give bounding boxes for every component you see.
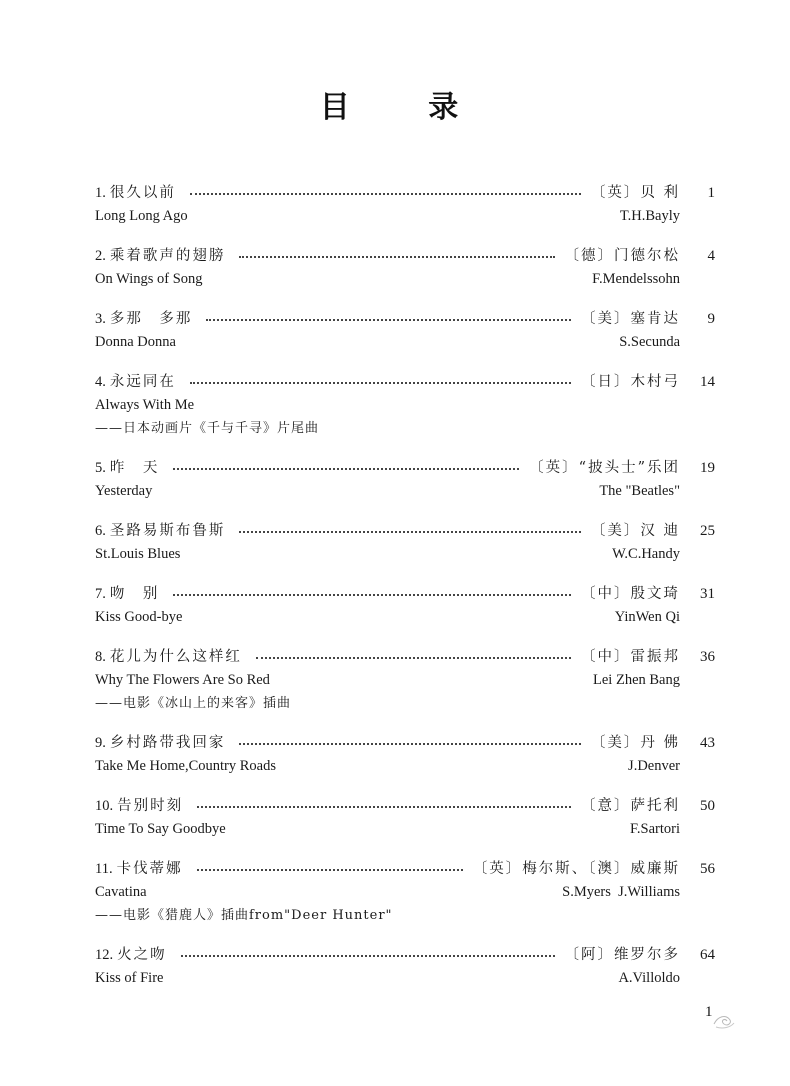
toc-entry[interactable] xyxy=(95,794,715,841)
toc-entry[interactable] xyxy=(95,370,715,441)
dot-leader xyxy=(181,955,555,957)
toc-page-number: 4 xyxy=(707,248,715,264)
entry-number: 11. xyxy=(95,861,113,877)
chinese-title-text: 告别时刻 xyxy=(117,798,184,814)
toc-page-number: 9 xyxy=(707,311,715,327)
entry-note: ——电影《猎鹿人》插曲from"Deer Hunter" xyxy=(95,908,393,923)
english-title: Long Long Ago xyxy=(95,208,188,224)
dot-leader xyxy=(256,657,571,659)
toc-page-number: 19 xyxy=(700,460,715,476)
scroll-ornament-icon xyxy=(712,1012,736,1030)
entry-number: 2. xyxy=(95,248,106,264)
chinese-title xyxy=(95,519,225,543)
english-author: W.C.Handy xyxy=(612,546,680,562)
english-author: T.H.Bayly xyxy=(619,208,680,224)
chinese-title xyxy=(95,794,183,818)
entry-number: 12. xyxy=(95,947,114,963)
toc-entry[interactable] xyxy=(95,181,715,228)
dot-leader xyxy=(197,869,463,871)
chinese-author: 〔美〕丹 佛 xyxy=(590,735,680,751)
dot-leader xyxy=(173,468,519,470)
chinese-title-text: 乘着歌声的翅膀 xyxy=(109,248,226,264)
toc-entry-english-line xyxy=(95,881,680,904)
toc-entry[interactable] xyxy=(95,244,715,291)
entry-number: 1. xyxy=(95,185,106,201)
chinese-title-text: 永远同在 xyxy=(109,374,176,390)
chinese-author: 〔美〕塞肯达 xyxy=(581,311,680,327)
english-title: Kiss of Fire xyxy=(95,970,164,986)
dot-leader xyxy=(173,594,571,596)
chinese-title xyxy=(95,582,159,606)
dot-leader xyxy=(239,743,581,745)
toc-entry-chinese-line xyxy=(95,794,715,818)
chinese-author: 〔中〕雷振邦 xyxy=(581,649,680,665)
english-author: J.Denver xyxy=(628,758,680,774)
toc-entry-chinese-line xyxy=(95,943,715,967)
chinese-title-text: 乡村路带我回家 xyxy=(109,735,226,751)
chinese-title xyxy=(95,943,167,967)
english-title: Yesterday xyxy=(95,483,153,499)
chinese-title xyxy=(95,645,242,669)
chinese-title-text: 圣路易斯布鲁斯 xyxy=(109,523,226,539)
toc-entry-chinese-line xyxy=(95,582,715,606)
chinese-title-text: 很久以前 xyxy=(109,185,176,201)
chinese-title xyxy=(95,370,176,394)
chinese-title-text: 火之吻 xyxy=(117,947,167,963)
toc-page-number: 43 xyxy=(700,735,715,751)
toc-entry-chinese-line xyxy=(95,519,715,543)
toc-page-number: 14 xyxy=(700,374,715,390)
toc-entry-chinese-line xyxy=(95,731,715,755)
english-author: S.Myers J.Williams xyxy=(562,884,680,900)
toc-entry-english-line xyxy=(95,755,680,778)
english-title: Kiss Good-bye xyxy=(95,609,183,625)
toc-entry-chinese-line xyxy=(95,456,715,480)
page-number: 1 xyxy=(705,1004,713,1020)
chinese-title-text: 吻 别 xyxy=(109,586,160,602)
toc-entry-english-line xyxy=(95,543,680,566)
chinese-title-text: 昨 天 xyxy=(109,460,160,476)
chinese-title xyxy=(95,307,192,331)
toc-entry-english-line xyxy=(95,818,680,841)
toc-entry[interactable] xyxy=(95,456,715,503)
toc-entry-chinese-line xyxy=(95,370,715,394)
english-title: Time To Say Goodbye xyxy=(95,821,226,837)
toc-entry[interactable] xyxy=(95,519,715,566)
entry-number: 8. xyxy=(95,649,106,665)
english-author: F.Mendelssohn xyxy=(592,271,680,287)
chinese-author: 〔阿〕维罗尔多 xyxy=(564,947,680,963)
toc-page-number: 36 xyxy=(700,649,715,665)
english-author: A.Villoldo xyxy=(618,970,680,986)
dot-leader xyxy=(190,382,571,384)
page-title: 目 录 xyxy=(319,90,493,125)
chinese-author: 〔日〕木村弓 xyxy=(581,374,680,390)
entry-number: 3. xyxy=(95,311,106,327)
toc-entry-chinese-line xyxy=(95,181,715,205)
toc-entry[interactable] xyxy=(95,857,715,928)
entry-number: 4. xyxy=(95,374,106,390)
toc-entry-chinese-line xyxy=(95,307,715,331)
toc-entry-english-line xyxy=(95,606,680,629)
dot-leader xyxy=(197,806,571,808)
chinese-title xyxy=(95,181,176,205)
dot-leader xyxy=(190,193,581,195)
english-author: S.Secunda xyxy=(619,334,680,350)
toc-entry[interactable] xyxy=(95,943,715,990)
toc-entry[interactable] xyxy=(95,645,715,716)
english-author: Lei Zhen Bang xyxy=(593,672,680,688)
toc-page-number: 31 xyxy=(700,586,715,602)
entry-note: ——日本动画片《千与千寻》片尾曲 xyxy=(95,421,320,436)
toc-entry-chinese-line xyxy=(95,244,715,268)
chinese-title xyxy=(95,857,183,881)
dot-leader xyxy=(239,256,554,258)
english-author: F.Sartori xyxy=(630,821,680,837)
english-author: The "Beatles" xyxy=(599,483,680,499)
dot-leader xyxy=(206,319,571,321)
toc-entry[interactable] xyxy=(95,582,715,629)
entry-number: 9. xyxy=(95,735,106,751)
english-title: Why The Flowers Are So Red xyxy=(95,672,270,688)
toc-page-number: 56 xyxy=(700,861,715,877)
chinese-author: 〔美〕汉 迪 xyxy=(590,523,680,539)
english-title: St.Louis Blues xyxy=(95,546,181,562)
chinese-title xyxy=(95,244,225,268)
chinese-author: 〔中〕殷文琦 xyxy=(581,586,680,602)
entry-number: 10. xyxy=(95,798,114,814)
toc-entry-english-line xyxy=(95,394,680,417)
dot-leader xyxy=(239,531,581,533)
chinese-author: 〔英〕贝 利 xyxy=(590,185,680,201)
toc-page-number: 1 xyxy=(707,185,715,201)
chinese-title-text: 多那 多那 xyxy=(109,311,193,327)
chinese-title-text: 花儿为什么这样红 xyxy=(109,649,242,665)
chinese-author: 〔德〕门德尔松 xyxy=(564,248,680,264)
toc-entry-english-line xyxy=(95,669,680,692)
entry-number: 7. xyxy=(95,586,106,602)
toc-entry-english-line xyxy=(95,268,680,291)
chinese-author: 〔意〕萨托利 xyxy=(581,798,680,814)
chinese-title xyxy=(95,456,159,480)
entry-number: 5. xyxy=(95,460,106,476)
toc-entry-chinese-line xyxy=(95,645,715,669)
chinese-title-text: 卡伐蒂娜 xyxy=(116,861,183,877)
toc-entry[interactable] xyxy=(95,307,715,354)
toc-page-number: 64 xyxy=(700,947,715,963)
toc-page-number: 50 xyxy=(700,798,715,814)
entry-note: ——电影《冰山上的来客》插曲 xyxy=(95,696,292,711)
english-title: Take Me Home,Country Roads xyxy=(95,758,277,774)
english-title: Donna Donna xyxy=(95,334,176,350)
english-title: Cavatina xyxy=(95,884,147,900)
english-title: On Wings of Song xyxy=(95,271,203,287)
toc-entry[interactable] xyxy=(95,731,715,778)
chinese-author: 〔英〕“披头士”乐团 xyxy=(529,460,680,476)
entry-number: 6. xyxy=(95,523,106,539)
english-title: Always With Me xyxy=(95,397,195,413)
toc-entry-chinese-line xyxy=(95,857,715,881)
toc-entry-english-line xyxy=(95,205,680,228)
chinese-author: 〔英〕梅尔斯、〔澳〕威廉斯 xyxy=(472,861,680,877)
toc-entry-english-line xyxy=(95,331,680,354)
toc-entry-english-line xyxy=(95,480,680,503)
chinese-title xyxy=(95,731,225,755)
toc-entry-english-line xyxy=(95,967,680,990)
english-author: YinWen Qi xyxy=(614,609,680,625)
toc-page-number: 25 xyxy=(700,523,715,539)
